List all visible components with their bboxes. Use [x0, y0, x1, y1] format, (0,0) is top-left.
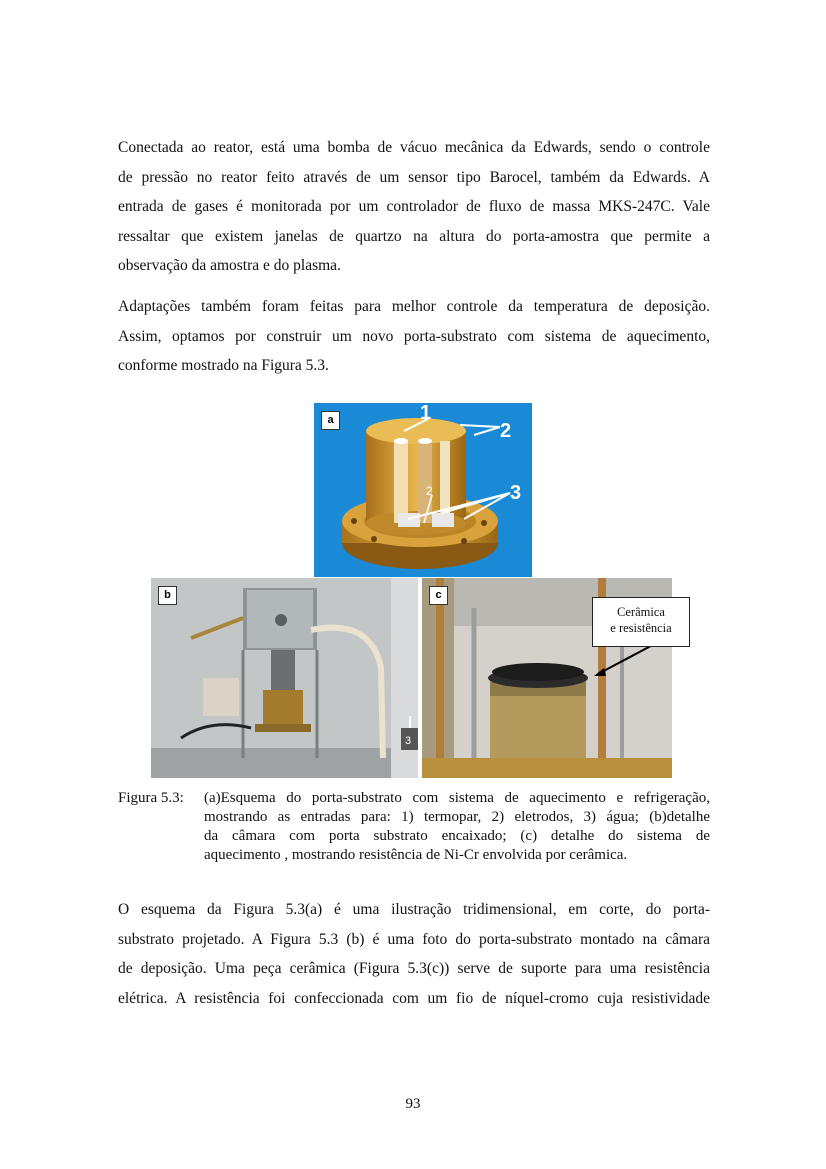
- text-line: conforme mostrado na Figura 5.3.: [118, 357, 329, 374]
- text-line: entrada de gases é monitorada por um controlador de fluxo de massa MKS-247C. Vale: [118, 198, 710, 215]
- page-number: 93: [405, 1096, 421, 1112]
- text-line: substrato projetado. A Figura 5.3 (b) é uma foto do porta-substrato montado na câmara: [118, 930, 710, 948]
- figure-panel-b-photo: [151, 578, 418, 778]
- chamber-photo: [151, 578, 418, 778]
- text-line: de deposição. Uma peça cerâmica (Figura 5.3(c)) serve de suporte para uma resistência: [118, 960, 710, 977]
- caption-line: da câmara com porta substrato encaixado; (c) detalhe do sistema de: [204, 828, 710, 844]
- caption-line: mostrando as entradas para: 1) termopar, 2) eletrodos, 3) água; (b)detalhe: [204, 809, 710, 825]
- text-line: O esquema da Figura 5.3(a) é uma ilustração tridimensional, em corte, do porta-: [118, 901, 710, 918]
- panel-tag-a: a: [321, 411, 340, 430]
- panel-tag-c: c: [429, 586, 448, 605]
- text-line: Assim, optamos por construir um novo porta-substrato com sistema de aquecimento,: [118, 327, 710, 345]
- text-line: Adaptações também foram feitas para melhor controle da temperatura de deposição.: [118, 298, 710, 315]
- paragraph-vacuum-system: [118, 133, 710, 281]
- label-1: 1: [420, 403, 432, 424]
- text-line: elétrica. A resistência foi confeccionada com um fio de níquel-cromo cuja resistividade: [118, 989, 710, 1007]
- paragraph-adaptations: [118, 292, 710, 381]
- caption-line: aquecimento , mostrando resistência de Ni-Cr envolvida por cerâmica.: [204, 847, 628, 863]
- text-line: Conectada ao reator, está uma bomba de vácuo mecânica da Edwards, sendo o controle: [118, 139, 710, 156]
- caption-text: [204, 789, 710, 865]
- callout-line: Cerâmica: [617, 605, 665, 619]
- caption-label: Figura 5.3:: [118, 790, 184, 806]
- text-line: ressaltar que existem janelas de quartzo na altura do porta-amostra que permite a: [118, 227, 710, 245]
- caption-line: (a)Esquema do porta-substrato com sistema de aquecimento e refrigeração,: [204, 790, 710, 806]
- text-line: de pressão no reator feito através de um sensor tipo Barocel, também da Edwards. A: [118, 168, 710, 186]
- callout-line: e resistência: [610, 621, 672, 635]
- label-3: 3: [510, 482, 522, 504]
- label-2-small: 2: [426, 484, 433, 498]
- panel-tag-b: b: [158, 586, 177, 605]
- substrate-holder-schematic: [314, 403, 532, 577]
- figure-panel-a-schematic: [314, 403, 532, 577]
- label-3-b: 3: [405, 735, 412, 747]
- paragraph-figure-description: [118, 895, 710, 1013]
- text-line: observação da amostra e do plasma.: [118, 257, 341, 274]
- label-2: 2: [500, 420, 512, 442]
- callout-ceramic-resistance: [592, 597, 690, 647]
